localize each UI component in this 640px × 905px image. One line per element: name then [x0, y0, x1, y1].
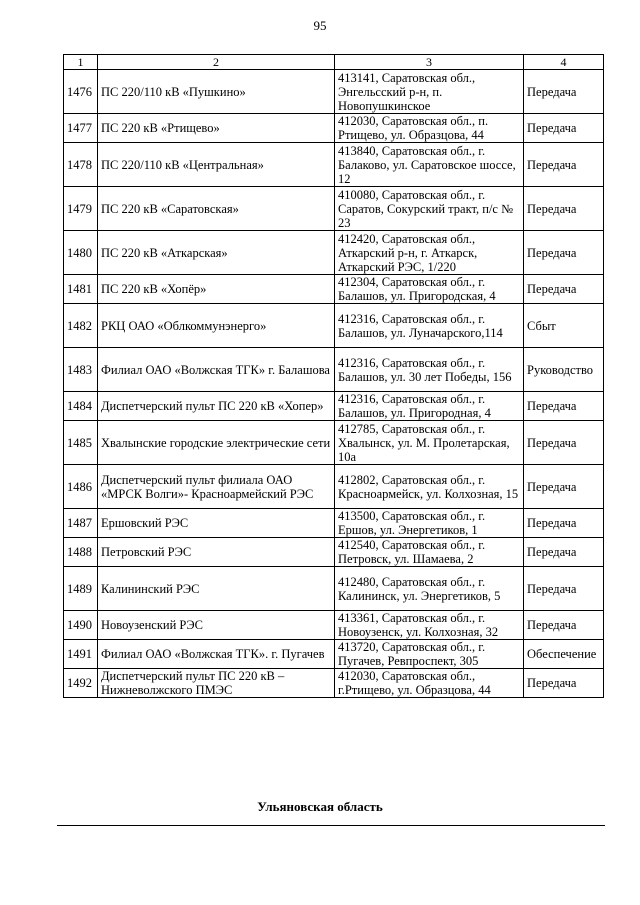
table-row — [64, 611, 604, 640]
row-facility-name: РКЦ ОАО «Облкоммунэнерго» — [98, 304, 335, 348]
row-number: 1487 — [64, 509, 98, 538]
row-address: 413720, Саратовская обл., г. Пугачев, Ревпроспект, 305 — [335, 640, 524, 669]
row-number: 1477 — [64, 114, 98, 143]
row-facility-name: ПС 220/110 кВ «Центральная» — [98, 143, 335, 187]
page-number: 95 — [313, 18, 327, 33]
row-number: 1484 — [64, 392, 98, 421]
row-facility-name: Новоузенский РЭС — [98, 611, 335, 640]
row-facility-name: Диспетчерский пульт филиала ОАО «МРСК Волги»- Красноармейский РЭС — [98, 465, 335, 509]
row-activity: Передача — [524, 143, 604, 187]
row-address: 413361, Саратовская обл., г. Новоузенск, ул. Колхозная, 32 — [335, 611, 524, 640]
row-activity: Передача — [524, 465, 604, 509]
row-address: 413840, Саратовская обл., г. Балаково, ул. Саратовское шоссе, 12 — [335, 143, 524, 187]
row-address: 412802, Саратовская обл., г. Красноармейск, ул. Колхозная, 15 — [335, 465, 524, 509]
row-activity: Передача — [524, 392, 604, 421]
table-row — [64, 348, 604, 392]
row-facility-name: Ершовский РЭС — [98, 509, 335, 538]
table-row — [64, 421, 604, 465]
row-number: 1478 — [64, 143, 98, 187]
column-header-4: 4 — [524, 55, 604, 70]
table-row — [64, 538, 604, 567]
row-address: 412304, Саратовская обл., г. Балашов, ул. Пригородская, 4 — [335, 275, 524, 304]
row-address: 410080, Саратовская обл., г. Саратов, Сокурский тракт, п/с № 23 — [335, 187, 524, 231]
row-address: 412316, Саратовская обл., г. Балашов, ул. Пригородная, 4 — [335, 392, 524, 421]
row-facility-name: Филиал ОАО «Волжская ТГК». г. Пугачев — [98, 640, 335, 669]
row-activity: Передача — [524, 114, 604, 143]
row-activity: Руководство — [524, 348, 604, 392]
table-row — [64, 231, 604, 275]
row-address: 412030, Саратовская обл., п. Ртищево, ул. Образцова, 44 — [335, 114, 524, 143]
row-address: 412030, Саратовская обл., г.Ртищево, ул. Образцова, 44 — [335, 669, 524, 698]
table-row — [64, 114, 604, 143]
row-facility-name: Хвалынские городские электрические сети — [98, 421, 335, 465]
row-address: 413141, Саратовская обл., Энгельсский р-н, п. Новопушкинское — [335, 70, 524, 114]
row-activity: Передача — [524, 669, 604, 698]
row-activity: Передача — [524, 70, 604, 114]
row-facility-name: ПС 220/110 кВ «Пушкино» — [98, 70, 335, 114]
row-number: 1476 — [64, 70, 98, 114]
row-activity: Передача — [524, 421, 604, 465]
table-row — [64, 187, 604, 231]
row-number: 1488 — [64, 538, 98, 567]
row-facility-name: ПС 220 кВ «Аткарская» — [98, 231, 335, 275]
column-header-2: 2 — [98, 55, 335, 70]
row-address: 412420, Саратовская обл., Аткарский р-н, г. Аткарск, Аткарский РЭС, 1/220 — [335, 231, 524, 275]
row-number: 1490 — [64, 611, 98, 640]
row-number: 1489 — [64, 567, 98, 611]
row-number: 1491 — [64, 640, 98, 669]
table-row — [64, 509, 604, 538]
row-facility-name: Диспетчерский пульт ПС 220 кВ – Нижневолжского ПМЭС — [98, 669, 335, 698]
row-number: 1479 — [64, 187, 98, 231]
bottom-rule — [57, 825, 605, 826]
row-facility-name: ПС 220 кВ «Саратовская» — [98, 187, 335, 231]
row-number: 1485 — [64, 421, 98, 465]
row-facility-name: Калининский РЭС — [98, 567, 335, 611]
row-activity: Передача — [524, 187, 604, 231]
row-address: 412316, Саратовская обл., г. Балашов, ул. 30 лет Победы, 156 — [335, 348, 524, 392]
table-row — [64, 567, 604, 611]
row-number: 1481 — [64, 275, 98, 304]
table-header-row — [64, 55, 604, 70]
row-activity: Передача — [524, 275, 604, 304]
row-activity: Передача — [524, 538, 604, 567]
table-row — [64, 143, 604, 187]
row-facility-name: Диспетчерский пульт ПС 220 кВ «Хопер» — [98, 392, 335, 421]
row-address: 412480, Саратовская обл., г. Калининск, ул. Энергетиков, 5 — [335, 567, 524, 611]
section-title: Ульяновская область — [257, 799, 383, 814]
row-facility-name: Петровский РЭС — [98, 538, 335, 567]
document-table — [63, 54, 604, 698]
table-row — [64, 465, 604, 509]
table-row — [64, 304, 604, 348]
row-facility-name: ПС 220 кВ «Хопёр» — [98, 275, 335, 304]
row-activity: Передача — [524, 567, 604, 611]
row-activity: Передача — [524, 611, 604, 640]
column-header-3: 3 — [335, 55, 524, 70]
row-address: 413500, Саратовская обл., г. Ершов, ул. Энергетиков, 1 — [335, 509, 524, 538]
table-row — [64, 392, 604, 421]
row-number: 1486 — [64, 465, 98, 509]
table-row — [64, 275, 604, 304]
row-number: 1480 — [64, 231, 98, 275]
row-number: 1482 — [64, 304, 98, 348]
row-activity: Передача — [524, 231, 604, 275]
table-row — [64, 70, 604, 114]
row-activity: Передача — [524, 509, 604, 538]
row-address: 412316, Саратовская обл., г. Балашов, ул. Луначарского,114 — [335, 304, 524, 348]
row-number: 1483 — [64, 348, 98, 392]
table-row — [64, 669, 604, 698]
table-row — [64, 640, 604, 669]
row-activity: Обеспечение — [524, 640, 604, 669]
row-facility-name: Филиал ОАО «Волжская ТГК» г. Балашова — [98, 348, 335, 392]
row-facility-name: ПС 220 кВ «Ртищево» — [98, 114, 335, 143]
column-header-1: 1 — [64, 55, 98, 70]
row-activity: Сбыт — [524, 304, 604, 348]
row-address: 412540, Саратовская обл., г. Петровск, ул. Шамаева, 2 — [335, 538, 524, 567]
row-number: 1492 — [64, 669, 98, 698]
row-address: 412785, Саратовская обл., г. Хвалынск, ул. М. Пролетарская, 10а — [335, 421, 524, 465]
